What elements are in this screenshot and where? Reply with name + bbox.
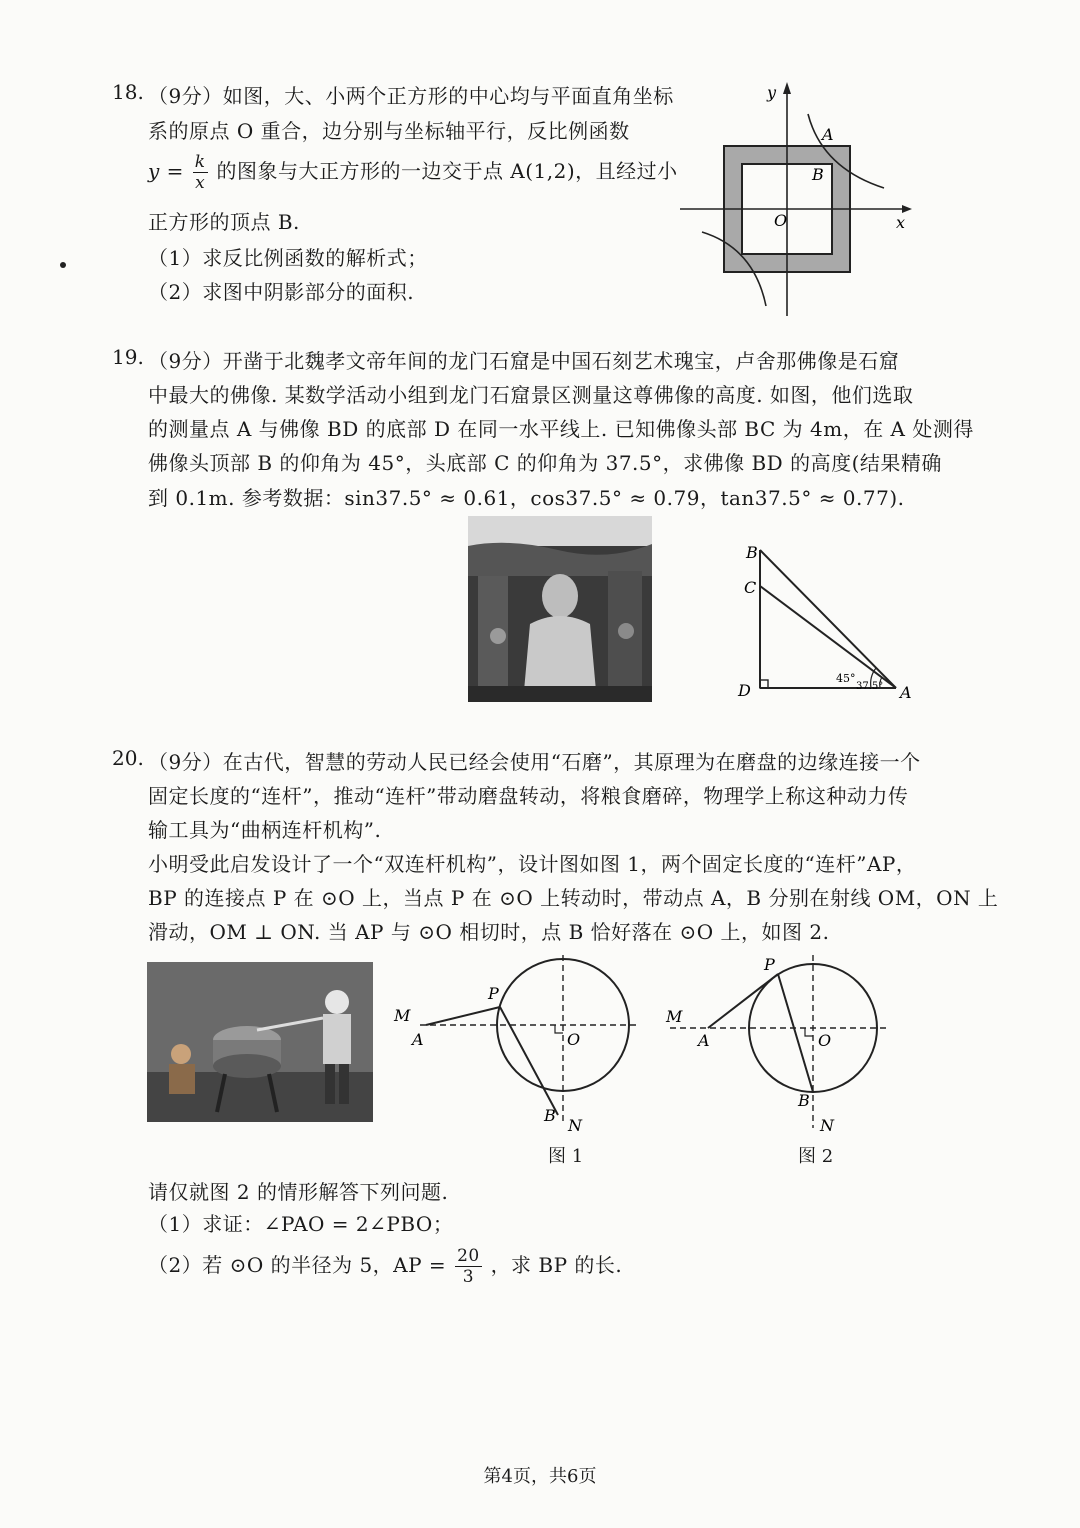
fraction <box>193 152 208 193</box>
label-o: O <box>818 1031 832 1050</box>
label-m: M <box>394 1006 411 1025</box>
label-o: O <box>567 1030 581 1049</box>
question-text <box>148 152 678 193</box>
question-text: 系的原点 O 重合，边分别与坐标轴平行，反比例函数 <box>148 119 630 143</box>
label-x: x <box>896 213 906 232</box>
label-n: N <box>568 1116 582 1135</box>
fraction <box>455 1246 482 1287</box>
sub2-text: （2）若 ⊙O 的半径为 5，AP = <box>148 1253 447 1277</box>
question-text: 输工具为“曲柄连杆机构”. <box>148 818 382 842</box>
label-b: B <box>746 543 758 562</box>
fraction-denominator: 3 <box>462 1267 475 1287</box>
question-text: 的测量点 A 与佛像 BD 的底部 D 在同一水平线上. 已知佛像头部 BC 为 4m，在 A 处测得 <box>148 417 974 441</box>
fraction-denominator: x <box>195 173 206 193</box>
sub-question-2 <box>148 1246 622 1287</box>
question-number: 18. <box>112 80 144 104</box>
formula-rest: 的图象与大正方形的一边交于点 A(1,2)，且经过小 <box>216 159 678 183</box>
label-a: A <box>900 683 912 702</box>
rod-ap <box>708 974 778 1028</box>
angle-375-label: 37.5° <box>856 681 884 692</box>
page-footer: 第4页，共6页 <box>483 1466 597 1487</box>
question-number: 20. <box>112 746 144 770</box>
question-text: 小明受此启发设计了一个“双连杆机构”，设计图如图 1，两个固定长度的“连杆”AP， <box>148 852 917 876</box>
fraction-numerator: 20 <box>457 1246 480 1266</box>
label-n: N <box>820 1116 834 1135</box>
question-text: 固定长度的“连杆”，推动“连杆”带动磨盘转动，将粮食磨碎，物理学上称这种动力传 <box>148 784 909 808</box>
label-d: D <box>738 681 751 700</box>
label-b: B <box>544 1106 556 1125</box>
figure-2-caption: 图 2 <box>798 1146 834 1167</box>
question-text: 滑动，OM ⊥ ON. 当 AP 与 ⊙O 相切时，点 B 恰好落在 ⊙O 上，如图 2. <box>148 920 830 944</box>
question-number: 19. <box>112 345 144 369</box>
rod-bp <box>778 974 813 1092</box>
buddha-photo <box>468 516 652 702</box>
question-text: 中最大的佛像. 某数学活动小组到龙门石窟景区测量这尊佛像的高度. 如图，他们选取 <box>148 383 914 407</box>
x-arrow-icon <box>902 205 912 213</box>
sub2-text: ，求 BP 的长. <box>490 1253 623 1277</box>
fraction-numerator: k <box>194 152 206 172</box>
question-text: （9分）如图，大、小两个正方形的中心均与平面直角坐标 <box>148 84 674 108</box>
label-m: M <box>666 1007 683 1026</box>
segment-ca <box>760 586 896 688</box>
sub-question-2: （2）求图中阴影部分的面积. <box>148 280 415 304</box>
label-p: P <box>764 955 775 974</box>
label-p: P <box>488 984 499 1003</box>
y-arrow-icon <box>783 82 791 94</box>
rod-ap <box>426 1007 500 1025</box>
segment-ba <box>760 550 896 688</box>
question-text: 到 0.1m. 参考数据：sin37.5° ≈ 0.61，cos37.5° ≈ 0.79，tan37.5° ≈ 0.77). <box>148 486 905 510</box>
right-angle-mark <box>805 1028 813 1036</box>
question-text: （9分）在古代，智慧的劳动人民已经会使用“石磨”，其原理为在磨盘的边缘连接一个 <box>148 750 921 774</box>
sub-question-1: （1）求反比例函数的解析式； <box>148 246 428 270</box>
label-y: y <box>767 83 777 102</box>
question-text: （9分）开凿于北魏孝文帝年间的龙门石窟是中国石刻艺术瑰宝，卢舍那佛像是石窟 <box>148 349 900 373</box>
label-c: C <box>744 578 757 597</box>
question-text: 佛像头顶部 B 的仰角为 45°，头底部 C 的仰角为 37.5°，求佛像 BD 的高度(结果精确 <box>148 451 942 475</box>
label-a: A <box>412 1030 424 1049</box>
sub-question-1: （1）求证：∠PAO = 2∠PBO； <box>148 1212 454 1236</box>
question-text: 正方形的顶点 B. <box>148 210 300 234</box>
question-text: BP 的连接点 P 在 ⊙O 上，当点 P 在 ⊙O 上转动时，带动点 A，B 分别在射线 OM，ON 上 <box>148 886 999 910</box>
instruction-text: 请仅就图 2 的情形解答下列问题. <box>148 1180 449 1204</box>
millstone-photo <box>147 962 373 1122</box>
figure-2 <box>660 950 900 1135</box>
label-b: B <box>798 1091 810 1110</box>
label-a: A <box>698 1031 710 1050</box>
q19-triangle-figure <box>728 536 928 706</box>
label-o: O <box>774 211 788 230</box>
right-angle-mark <box>555 1025 563 1033</box>
label-a: A <box>822 125 834 144</box>
q18-figure <box>672 76 922 326</box>
figure-1-caption: 图 1 <box>548 1146 584 1167</box>
figure-1 <box>390 955 650 1135</box>
stray-dot <box>60 262 66 268</box>
formula-lhs: y = <box>148 159 184 183</box>
label-b: B <box>812 165 824 184</box>
angle-45-label: 45° <box>836 672 856 685</box>
right-angle-mark <box>760 680 768 688</box>
